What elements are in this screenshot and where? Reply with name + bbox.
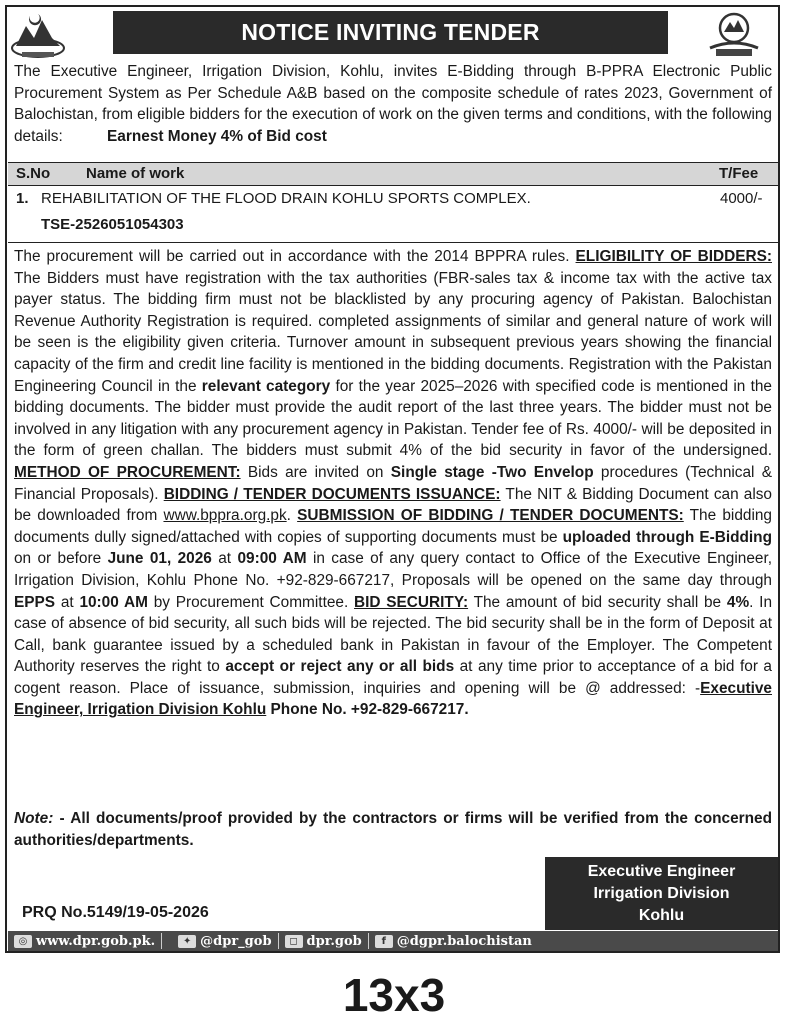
body-text: The procurement will be carried out in accordance with the 2014 BPPRA rules. xyxy=(14,248,570,265)
bppra-link[interactable]: www.bppra.org.pk xyxy=(163,507,287,525)
signature-title: Executive Engineer xyxy=(587,863,736,880)
divider xyxy=(8,242,778,243)
table-header xyxy=(8,162,778,186)
office-phone: Phone No. +92-829-667217. xyxy=(270,701,469,719)
col-tfee: T/Fee xyxy=(719,165,759,182)
upload-instruction: uploaded through E-Bidding xyxy=(562,528,772,546)
intro-paragraph xyxy=(14,61,772,147)
prq-number: PRQ No.5149/19-05-2026 xyxy=(22,904,209,921)
opening-time: 10:00 AM xyxy=(79,593,148,611)
row-sno: 1. xyxy=(16,190,29,207)
deadline-time: 09:00 AM xyxy=(237,550,307,568)
footer-bar xyxy=(8,931,778,951)
irrigation-dept-emblem-icon xyxy=(704,8,764,60)
body-text: Bids are invited on xyxy=(247,463,384,481)
footer-facebook-text: @dgpr.balochistan xyxy=(396,933,532,949)
footer-twitter[interactable] xyxy=(172,934,277,949)
body-text: for the year 2025–2026 with specified code is mentioned in the bidding documents. The bidder must provide the audit report of the last three years. The bidder must not be involved in any litigation with any procurement agency in Pakistan. Tender fee of Rs. 4000/- will be deposited in the form of green challan. The bidders must submit 4% of the bid security in favor of the undersigned. xyxy=(14,377,772,460)
footer-website[interactable] xyxy=(8,934,161,949)
earnest-money: Earnest Money 4% of Bid cost xyxy=(107,127,327,145)
twitter-icon: ✦ xyxy=(178,935,196,948)
notice-title: NOTICE INVITING TENDER xyxy=(113,11,668,54)
single-stage: Single stage -Two Envelop xyxy=(390,463,594,481)
signature-location: Kohlu xyxy=(638,907,685,924)
footer-instagram-text: dpr.gob xyxy=(306,933,362,949)
instagram-icon: ◻ xyxy=(285,935,303,948)
bid-security-heading: BID SECURITY: xyxy=(354,593,469,611)
table-row xyxy=(8,188,778,240)
divider xyxy=(161,933,162,949)
method-heading: METHOD OF PROCUREMENT: xyxy=(14,463,241,481)
body-text: at xyxy=(218,550,232,568)
footer-twitter-text: @dpr_gob xyxy=(200,933,272,949)
note xyxy=(14,808,772,851)
body-text: . In case of absence of bid security, all such bids will be rejected. The bid security shall be in the form of Deposit at Call, bank guarantee issued by a scheduled bank in Pakistan in favour of the Employer. The Competent Authority reserves the right to xyxy=(14,593,773,676)
ad-size: 13x3 xyxy=(342,969,446,1021)
body-text: The Bidders must have registration with the tax authorities (FBR-sales tax & income tax with the active tax payer status. The bidding firm must not be blacklisted by any procuring agency of Pakistan. Balochistan Revenue Authority Registration is required. completed assignments of similar and general nature of work will be seen is the eligibility given criteria. Turnover amount in subsequent previous years showing the financial capacity of the firm and credit line facility is mentioned in the bidding documents. Registration with the Pakistan Engineering Council in the xyxy=(14,269,772,395)
issuance-heading: BIDDING / TENDER DOCUMENTS ISSUANCE: xyxy=(163,485,501,503)
epps: EPPS xyxy=(14,593,56,611)
col-sno: S.No xyxy=(16,165,51,182)
accept-reject: accept or reject any or all bids xyxy=(225,658,455,676)
tender-body: The procurement will be carried out in accordance with the 2014 BPPRA rules. ELIGIBILITY OF BIDDERS: The Bidders must have registration with the tax authorities (FBR-sales tax & income tax with the active tax payer status. The bidding firm must not be blacklisted by any procuring agency of Pakistan. Balochistan Revenue Authority Registration is required. completed assignments of similar and general nature of work will be seen is the eligibility given criteria. Turnover amount in subsequent previous years showing the financial capacity of the firm and credit line facility is mentioned in the bidding documents. Registration with the Pakistan Engineering Council in the relevant category for the year 2025–2026 with specified code is mentioned in the bidding documents. The bidder must provide the audit report of the last three years. The bidder must not be involved in any litigation with any procurement agency in Pakistan. Tender fee of Rs. 4000/- will be deposited in the form of green challan. The bidders must submit 4% of the bid security in favor of the undersigned. METHOD OF PROCUREMENT: Bids are invited on Single stage -Two Envelop procedures (Technical & Financial Proposals). BIDDING / TENDER DOCUMENTS ISSUANCE: The NIT & Bidding Document can also be downloaded from www.bppra.org.pk. SUBMISSION OF BIDDING / TENDER DOCUMENTS: The bidding documents dully signed/attached with copies of supporting documents must be uploaded through E-Bidding on or before June 01, 2026 at 09:00 AM in case of any query contact to Office of the Executive Engineer, Irrigation Division, Kohlu Phone No. +92-829-667217, Proposals will be opened on the same day through EPPS at 10:00 AM by Procurement Committee. BID SECURITY: The amount of bid security shall be 4%. In case of absence of bid security, all such bids will be rejected. The bid security shall be in the form of Deposit at Call, bank guarantee issued by a scheduled bank in Pakistan in favour of the Employer. The Competent Authority reserves the right to accept or reject any or all bids at any time prior to acceptance of a bid for a cogent reason. Place of issuance, submission, inquiries and opening will be @ addressed: -Executive Engineer, Irrigation Division Kohlu Phone No. +92-829-667217. xyxy=(14,248,773,719)
signature-block xyxy=(545,857,778,930)
body-text: at any time prior to acceptance of a bid for a cogent reason. Place of issuance, submission, inquiries and opening will be @ addressed: - xyxy=(14,658,772,697)
signature-division: Irrigation Division xyxy=(593,885,730,902)
intro-text: The Executive Engineer, Irrigation Division, Kohlu, invites E-Bidding through B-PPRA Electronic Public Procurement System as Per Schedule A&B based on the composite schedule of rates 2023, Government of Balochistan, from eligible bidders for the execution of work on the given terms and conditions, with the following details: xyxy=(14,63,772,145)
footer-website-text: www.dpr.gob.pk. xyxy=(36,933,156,949)
body-text: procedures (Technical & Financial Proposals). xyxy=(14,463,773,503)
eligibility-heading: ELIGIBILITY OF BIDDERS: xyxy=(575,248,772,265)
body-text: The amount of bid security shall be xyxy=(473,593,722,611)
row-tse: TSE-2526051054303 xyxy=(41,216,184,233)
col-name-of-work: Name of work xyxy=(86,165,185,182)
globe-icon: ◎ xyxy=(14,935,32,948)
row-fee: 4000/- xyxy=(720,190,763,207)
body-text: at xyxy=(60,593,74,611)
footer-instagram[interactable] xyxy=(279,934,368,949)
note-label: Note: xyxy=(14,810,54,827)
body-text: in case of any query contact to Office of the Executive Engineer, Irrigation Division, Kohlu Phone No. +92-829-667217, Proposals will be opened on the same day through xyxy=(14,550,773,589)
footer-facebook[interactable] xyxy=(369,934,538,949)
deadline-date: June 01, 2026 xyxy=(107,550,212,568)
body-text: on or before xyxy=(14,550,102,568)
balochistan-govt-emblem-icon xyxy=(8,8,68,60)
body-text: The bidding documents dully signed/attached with copies of supporting documents must be xyxy=(14,507,772,546)
note-text: - All documents/proof provided by the contractors or firms will be verified from the concerned authorities/departments. xyxy=(14,810,772,849)
row-work: REHABILITATION OF THE FLOOD DRAIN KOHLU SPORTS COMPLEX. xyxy=(41,190,531,207)
relevant-category: relevant category xyxy=(201,377,331,395)
body-text: The NIT & Bidding Document can also be downloaded from xyxy=(14,485,772,525)
submission-heading: SUBMISSION OF BIDDING / TENDER DOCUMENTS: xyxy=(297,507,684,525)
facebook-icon: f xyxy=(375,935,393,948)
body-text: by Procurement Committee. xyxy=(153,593,349,611)
office-address: Executive Engineer, Irrigation Division Kohlu xyxy=(14,679,772,719)
security-percent: 4% xyxy=(726,593,750,611)
